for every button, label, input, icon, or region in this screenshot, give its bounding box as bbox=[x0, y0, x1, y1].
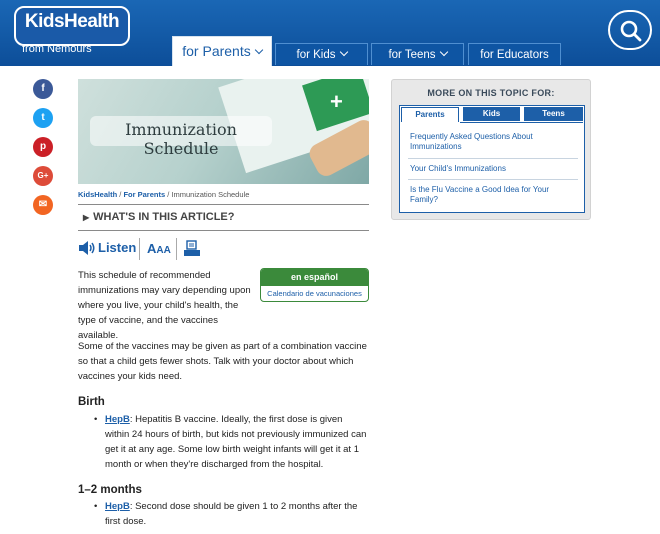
divider bbox=[176, 238, 177, 260]
hepb-link[interactable]: HepB bbox=[105, 501, 130, 512]
hero-label bbox=[90, 116, 272, 158]
text-size-button[interactable]: AAA bbox=[147, 241, 171, 256]
tab-underline bbox=[460, 122, 583, 123]
sidebar-panel bbox=[399, 105, 585, 213]
hero-image bbox=[78, 79, 369, 184]
email-icon[interactable]: ✉ bbox=[33, 195, 53, 215]
breadcrumb-home[interactable]: KidsHealth bbox=[78, 190, 118, 199]
speaker-icon bbox=[78, 240, 96, 256]
sidebar-tab-parents[interactable]: Parents bbox=[401, 107, 459, 122]
spanish-version-box bbox=[260, 268, 369, 302]
divider bbox=[408, 158, 578, 159]
tab-for-parents[interactable] bbox=[172, 36, 272, 66]
sidebar-link-faq[interactable]: Frequently Asked Questions About Immunizations bbox=[410, 132, 533, 151]
divider bbox=[408, 179, 578, 180]
sidebar-link-childs-immunizations[interactable]: Your Child's Immunizations bbox=[410, 164, 506, 173]
spanish-link[interactable]: Calendario de vacunaciones bbox=[267, 289, 362, 298]
sidebar-tab-kids[interactable]: Kids bbox=[463, 107, 520, 121]
bullet-icon: • bbox=[94, 501, 98, 512]
page-title: Immunization Schedule bbox=[125, 120, 237, 158]
sidebar-link-flu-vaccine[interactable]: Is the Flu Vaccine a Good Idea for Your Family? bbox=[410, 185, 550, 204]
more-on-topic-sidebar bbox=[391, 79, 591, 220]
list-item-text: HepB: Second dose should be given 1 to 2 months after the first dose. bbox=[105, 501, 358, 527]
combination-vaccine-paragraph: Some of the vaccines may be given as part of a combination vaccine so that a child gets fewer shots. Talk with your doctor about which vaccines your kids need. bbox=[78, 341, 367, 382]
breadcrumb-separator: / bbox=[119, 190, 124, 199]
breadcrumb-section[interactable]: For Parents bbox=[123, 190, 166, 199]
breadcrumb bbox=[78, 190, 249, 199]
list-item-text: HepB: Hepatitis B vaccine. Ideally, the first dose is given within 24 hours of birth, but kids not previously immunized can get it at any age. Some low birth weight infants will get it at 1 month or when they're discharged from the hospital. bbox=[105, 414, 367, 470]
section-heading-birth: Birth bbox=[78, 396, 105, 408]
tab-label: for Parents bbox=[182, 43, 251, 59]
section-heading-1-2-months: 1–2 months bbox=[78, 484, 142, 496]
chevron-down-icon bbox=[254, 46, 262, 54]
twitter-icon[interactable]: t bbox=[33, 108, 53, 128]
tab-label: for Kids bbox=[296, 49, 336, 61]
kidshealth-logo[interactable] bbox=[14, 6, 130, 46]
tab-label: for Teens bbox=[388, 49, 436, 61]
search-icon bbox=[619, 19, 643, 43]
sidebar-tab-teens[interactable]: Teens bbox=[524, 107, 583, 121]
facebook-icon[interactable]: f bbox=[33, 79, 53, 99]
search-button[interactable] bbox=[608, 10, 652, 50]
pinterest-icon[interactable]: p bbox=[33, 137, 53, 157]
breadcrumb-current: Immunization Schedule bbox=[171, 190, 250, 199]
tab-for-educators[interactable] bbox=[468, 43, 561, 65]
listen-label: Listen bbox=[98, 240, 137, 255]
cross-icon: + bbox=[330, 89, 343, 114]
tab-label: for Educators bbox=[480, 49, 549, 61]
divider bbox=[139, 238, 140, 260]
article-toc-toggle[interactable] bbox=[78, 204, 369, 231]
site-header bbox=[0, 0, 660, 66]
google-plus-icon[interactable]: G+ bbox=[33, 166, 53, 186]
hepb-link[interactable]: HepB bbox=[105, 414, 130, 425]
listen-button[interactable] bbox=[78, 238, 138, 258]
spanish-header: en español bbox=[261, 269, 368, 286]
toc-label: WHAT'S IN THIS ARTICLE? bbox=[93, 211, 235, 223]
print-button[interactable] bbox=[183, 240, 201, 263]
logo-text: KidsHealth bbox=[24, 11, 120, 32]
print-icon bbox=[183, 240, 201, 258]
sidebar-title: MORE ON THIS TOPIC FOR: bbox=[427, 88, 555, 98]
bullet-icon: • bbox=[94, 414, 98, 425]
chevron-down-icon bbox=[439, 48, 447, 56]
tab-for-kids[interactable] bbox=[275, 43, 368, 65]
tab-for-teens[interactable] bbox=[371, 43, 464, 65]
triangle-right-icon: ▶ bbox=[83, 213, 90, 222]
logo-subtitle: from Nemours bbox=[22, 43, 92, 55]
intro-paragraph: This schedule of recommended immunizations may vary depending upon where you live, your child's health, the type of vaccine, and the vaccines available. bbox=[78, 270, 251, 341]
breadcrumb-separator: / bbox=[167, 190, 172, 199]
chevron-down-icon bbox=[339, 48, 347, 56]
